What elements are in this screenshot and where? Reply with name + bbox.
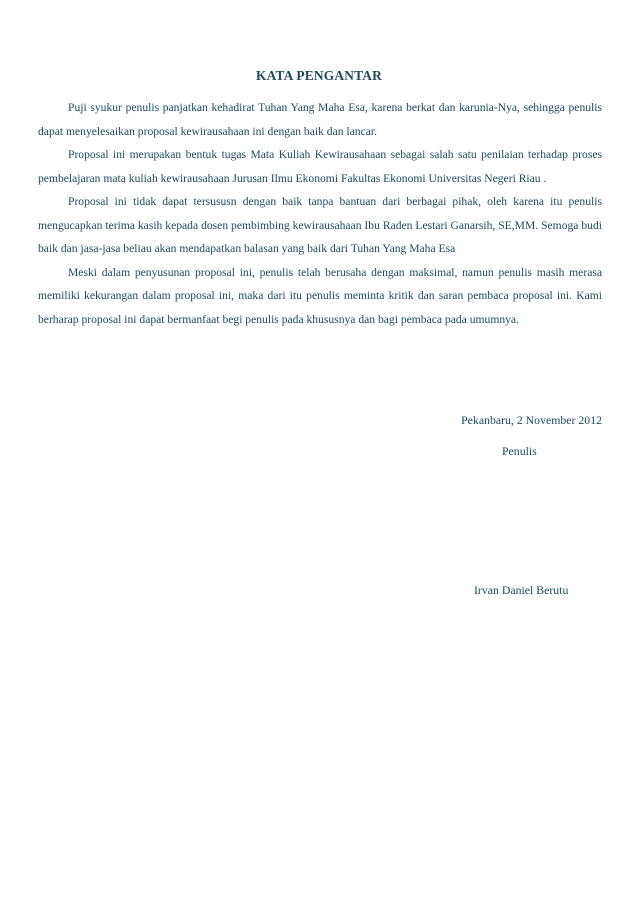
document-title: KATA PENGANTAR xyxy=(256,68,382,83)
signature-role: Penulis xyxy=(502,444,537,458)
document-body xyxy=(38,96,602,331)
signature-name: Irvan Daniel Berutu xyxy=(474,583,569,597)
signature-place-date: Pekanbaru, 2 November 2012 xyxy=(461,413,602,427)
paragraph-1: Puji syukur penulis panjatkan kehadirat Tuhan Yang Maha Esa, karena berkat dan karunia-Nya, sehingga penulis dapat menyelesaikan proposal kewirausahaan ini dengan baik dan lancar. xyxy=(38,101,602,138)
paragraph-3: Proposal ini tidak dapat tersususn dengan baik tanpa bantuan dari berbagai pihak, oleh karena itu penulis mengucapkan terima kasih kepada dosen pembimbing kewirausahaan Ibu Raden Lestari Ganarsih, SE,MM. Semoga budi baik dan jasa-jasa beliau akan mendapatkan balasan yang baik dari Tuhan Yang Maha Esa xyxy=(38,195,602,255)
paragraph-2: Proposal ini merupakan bentuk tugas Mata Kuliah Kewirausahaan sebagai salah satu penilaian terhadap proses pembelajaran mata kuliah kewirausahaan Jurusan Ilmu Ekonomi Fakultas Ekonomi Universitas Negeri Riau . xyxy=(38,148,602,185)
paragraph-4: Meski dalam penyusunan proposal ini, penulis telah berusaha dengan maksimal, namun penulis masih merasa memiliki kekurangan dalam proposal ini, maka dari itu penulis meminta kritik dan saran pembaca proposal ini. Kami berharap proposal ini dapat bermanfaat begi penulis pada khususnya dan bagi pembaca pada umumnya. xyxy=(38,265,602,326)
